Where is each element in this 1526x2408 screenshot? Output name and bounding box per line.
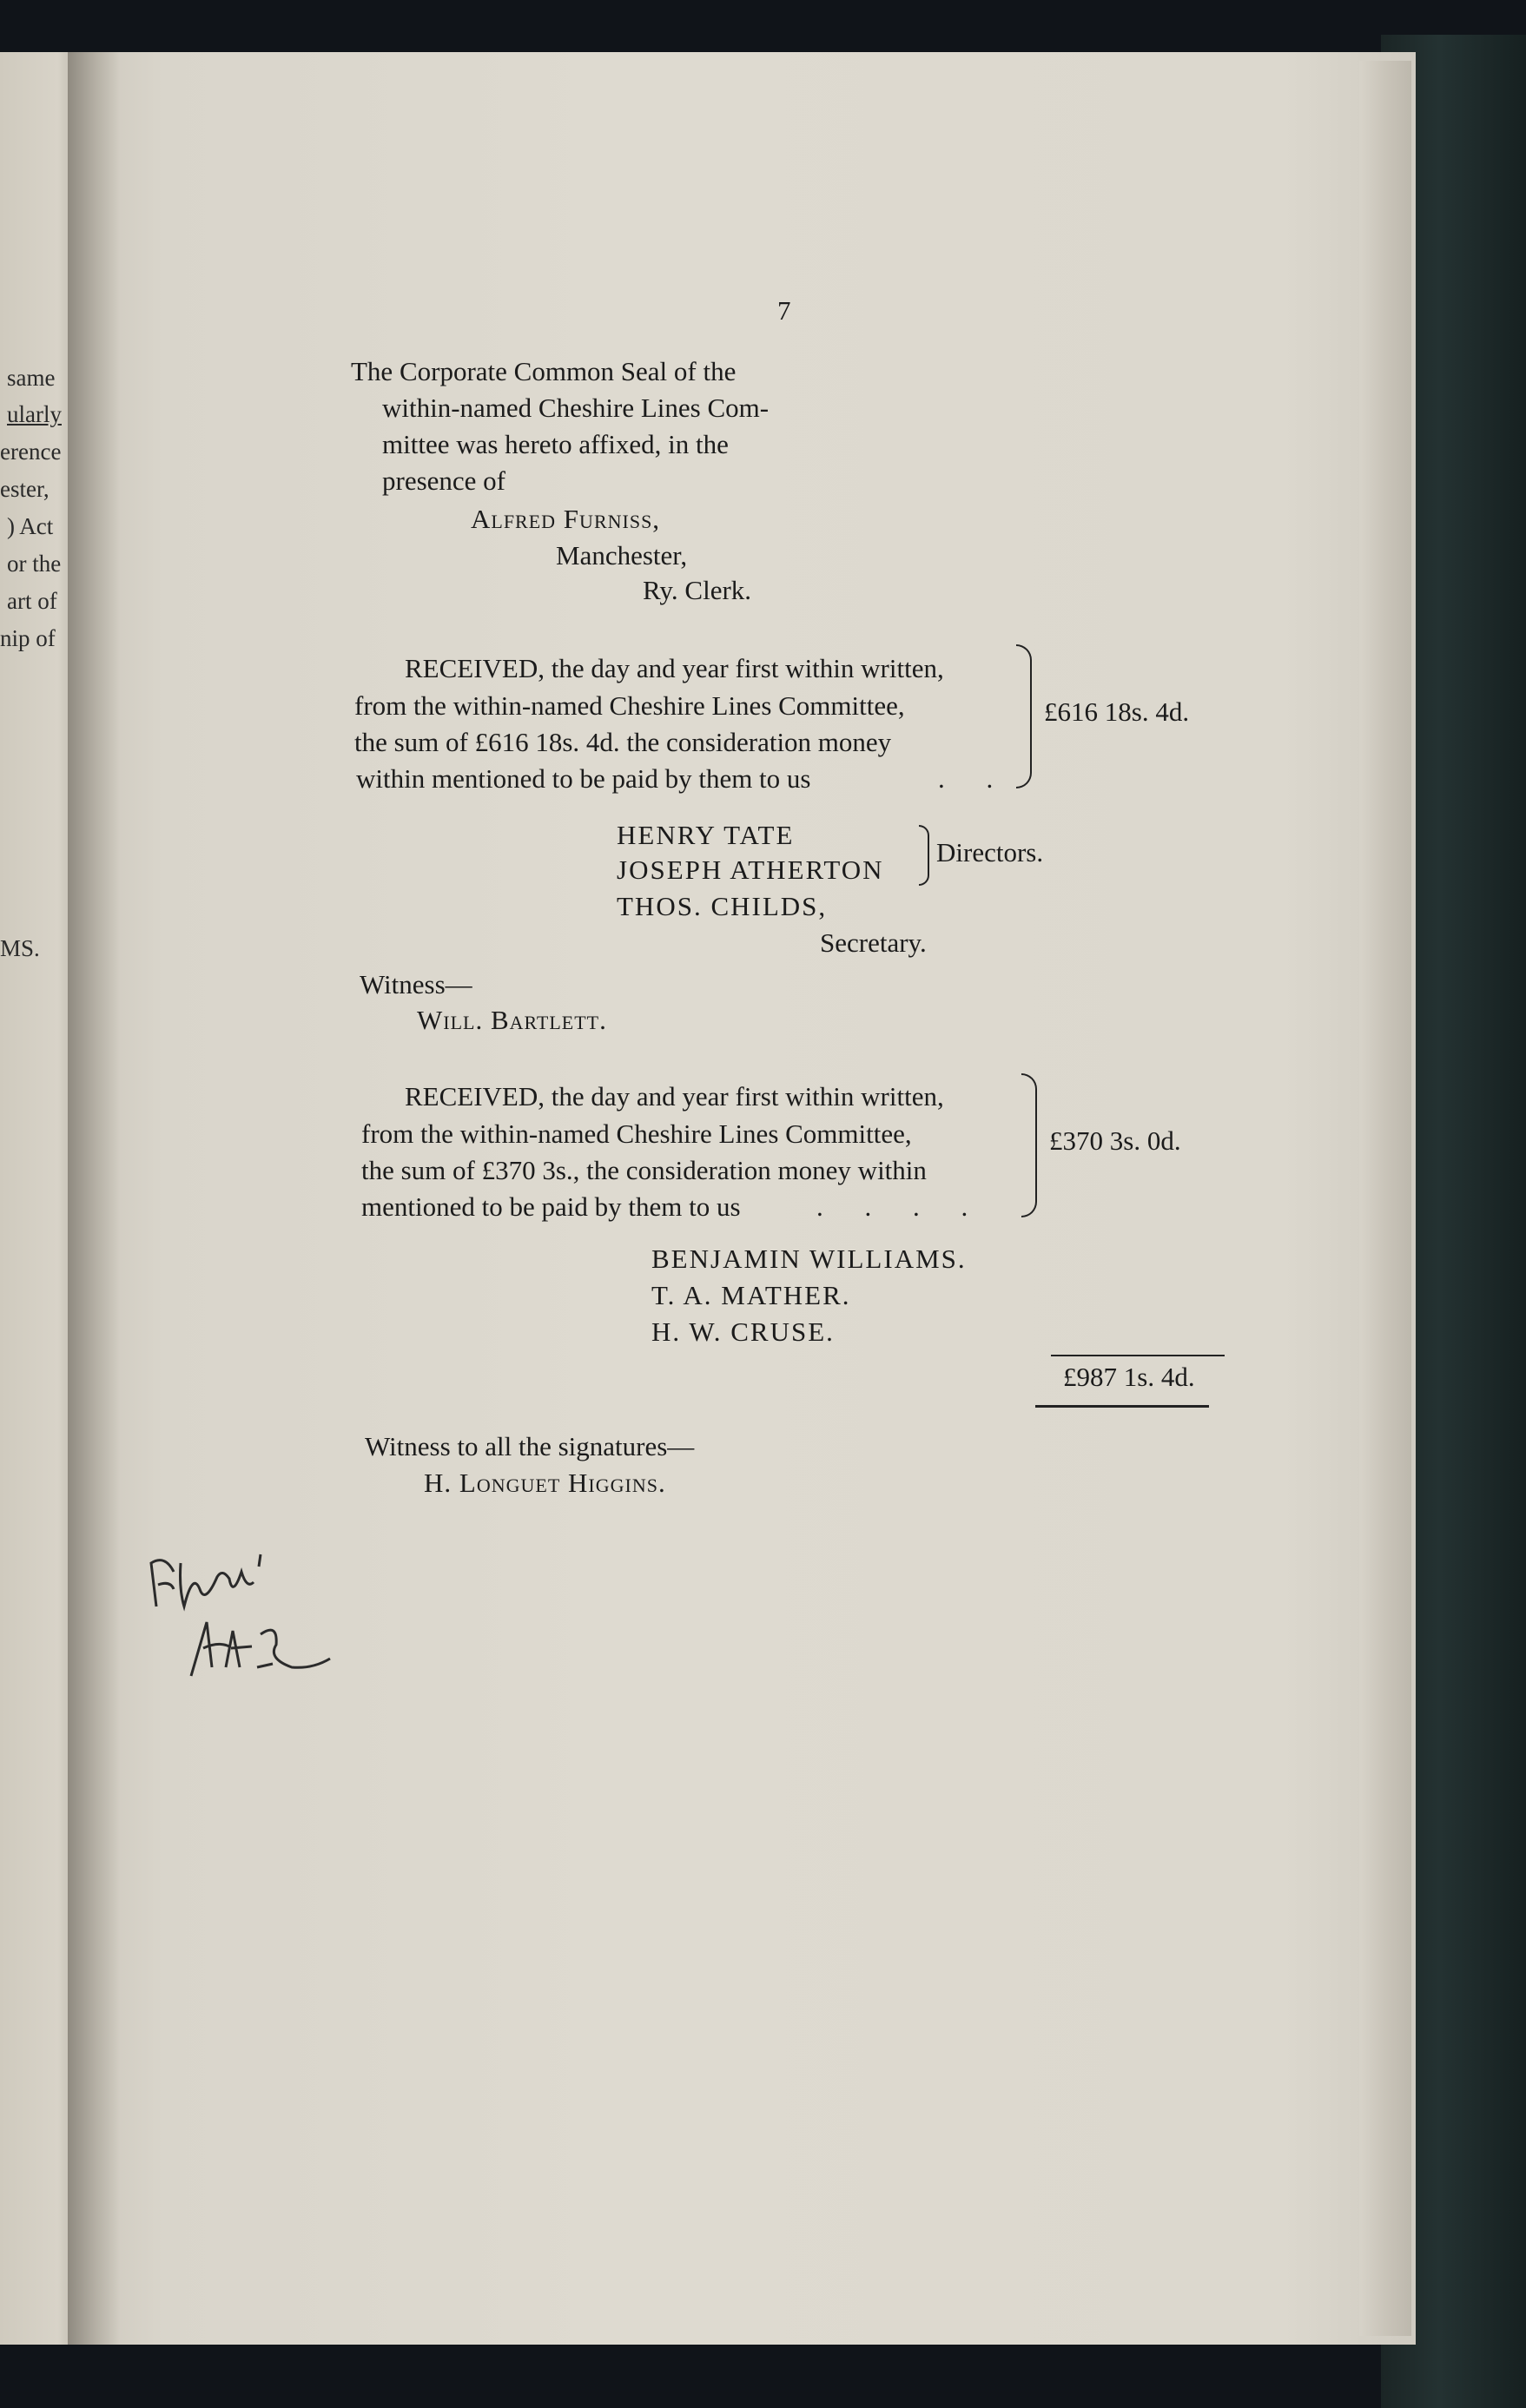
total-amount: £987 1s. 4d. [1063, 1362, 1195, 1392]
signatory-name: T. A. MATHER. [651, 1280, 851, 1310]
receipt-1-line: from the within-named Cheshire Lines Committee, [354, 690, 905, 721]
receipt-1-brace [1016, 644, 1032, 788]
left-fragment: nip of [0, 625, 56, 651]
receipt-2-line: mentioned to be paid by them to us [361, 1191, 741, 1222]
receipt-1-amount: £616 18s. 4d. [1044, 696, 1190, 727]
seal-signatory: Alfred Furniss, [471, 504, 661, 534]
secretary-title: Secretary. [820, 927, 927, 958]
receipt-2-line: the sum of £370 3s., the consideration money within [361, 1155, 927, 1185]
handwritten-initials-mark [139, 1537, 347, 1702]
total-rule-top [1051, 1355, 1225, 1356]
directors-brace [919, 825, 929, 886]
witness-all-label: Witness to all the signatures— [365, 1431, 695, 1461]
receipt-2-line-1 [405, 1081, 944, 1112]
receipt-2-amount: £370 3s. 0d. [1049, 1125, 1181, 1156]
receipt-text: the day and year first within written, [545, 1081, 944, 1112]
witness-label: Witness— [360, 969, 472, 999]
left-fragment: ester, [0, 476, 50, 502]
left-fragment: art of [7, 588, 57, 614]
left-fragment: same [7, 365, 56, 391]
receipt-1-leader: . . [938, 763, 1011, 794]
seal-line: mittee was hereto affixed, in the [382, 429, 729, 459]
receipt-1-line: within mentioned to be paid by them to us [356, 763, 811, 794]
seal-line: presence of [382, 465, 505, 496]
page-edge [1359, 61, 1411, 2336]
receipt-1-line-1 [405, 653, 944, 684]
left-fragment: erence [0, 439, 62, 465]
received-lead: RECEIVED, [405, 1081, 545, 1112]
left-fragment: or the [7, 551, 62, 577]
receipt-text: the day and year first within written, [545, 653, 944, 683]
left-fragment: ) Act [7, 513, 54, 539]
receipt-2-leader: . . . . [816, 1191, 986, 1222]
signatory-name: H. W. CRUSE. [651, 1316, 835, 1347]
witness-name: Will. Bartlett. [417, 1005, 607, 1035]
gutter-shadow [68, 52, 120, 2345]
seal-place: Manchester, [556, 540, 688, 571]
directors-label: Directors. [936, 837, 1044, 868]
receipt-2-line: from the within-named Cheshire Lines Committee, [361, 1118, 912, 1149]
seal-line: The Corporate Common Seal of the [351, 356, 737, 386]
witness-all-name: H. Longuet Higgins. [424, 1468, 666, 1498]
secretary-name: THOS. CHILDS, [617, 891, 828, 921]
page-number: 7 [777, 295, 791, 326]
signatory-name: BENJAMIN WILLIAMS. [651, 1244, 967, 1274]
receipt-2-brace [1021, 1073, 1037, 1217]
seal-title: Ry. Clerk. [643, 575, 752, 605]
left-fragment: MS. [0, 935, 40, 961]
seal-line: within-named Cheshire Lines Com- [382, 393, 770, 423]
director-name: JOSEPH ATHERTON [617, 854, 884, 885]
total-rule-bottom [1035, 1405, 1209, 1408]
left-fragment: ularly [7, 401, 62, 427]
received-lead: RECEIVED, [405, 653, 545, 683]
director-name: HENRY TATE [617, 820, 795, 850]
receipt-1-line: the sum of £616 18s. 4d. the consideration money [354, 727, 892, 757]
